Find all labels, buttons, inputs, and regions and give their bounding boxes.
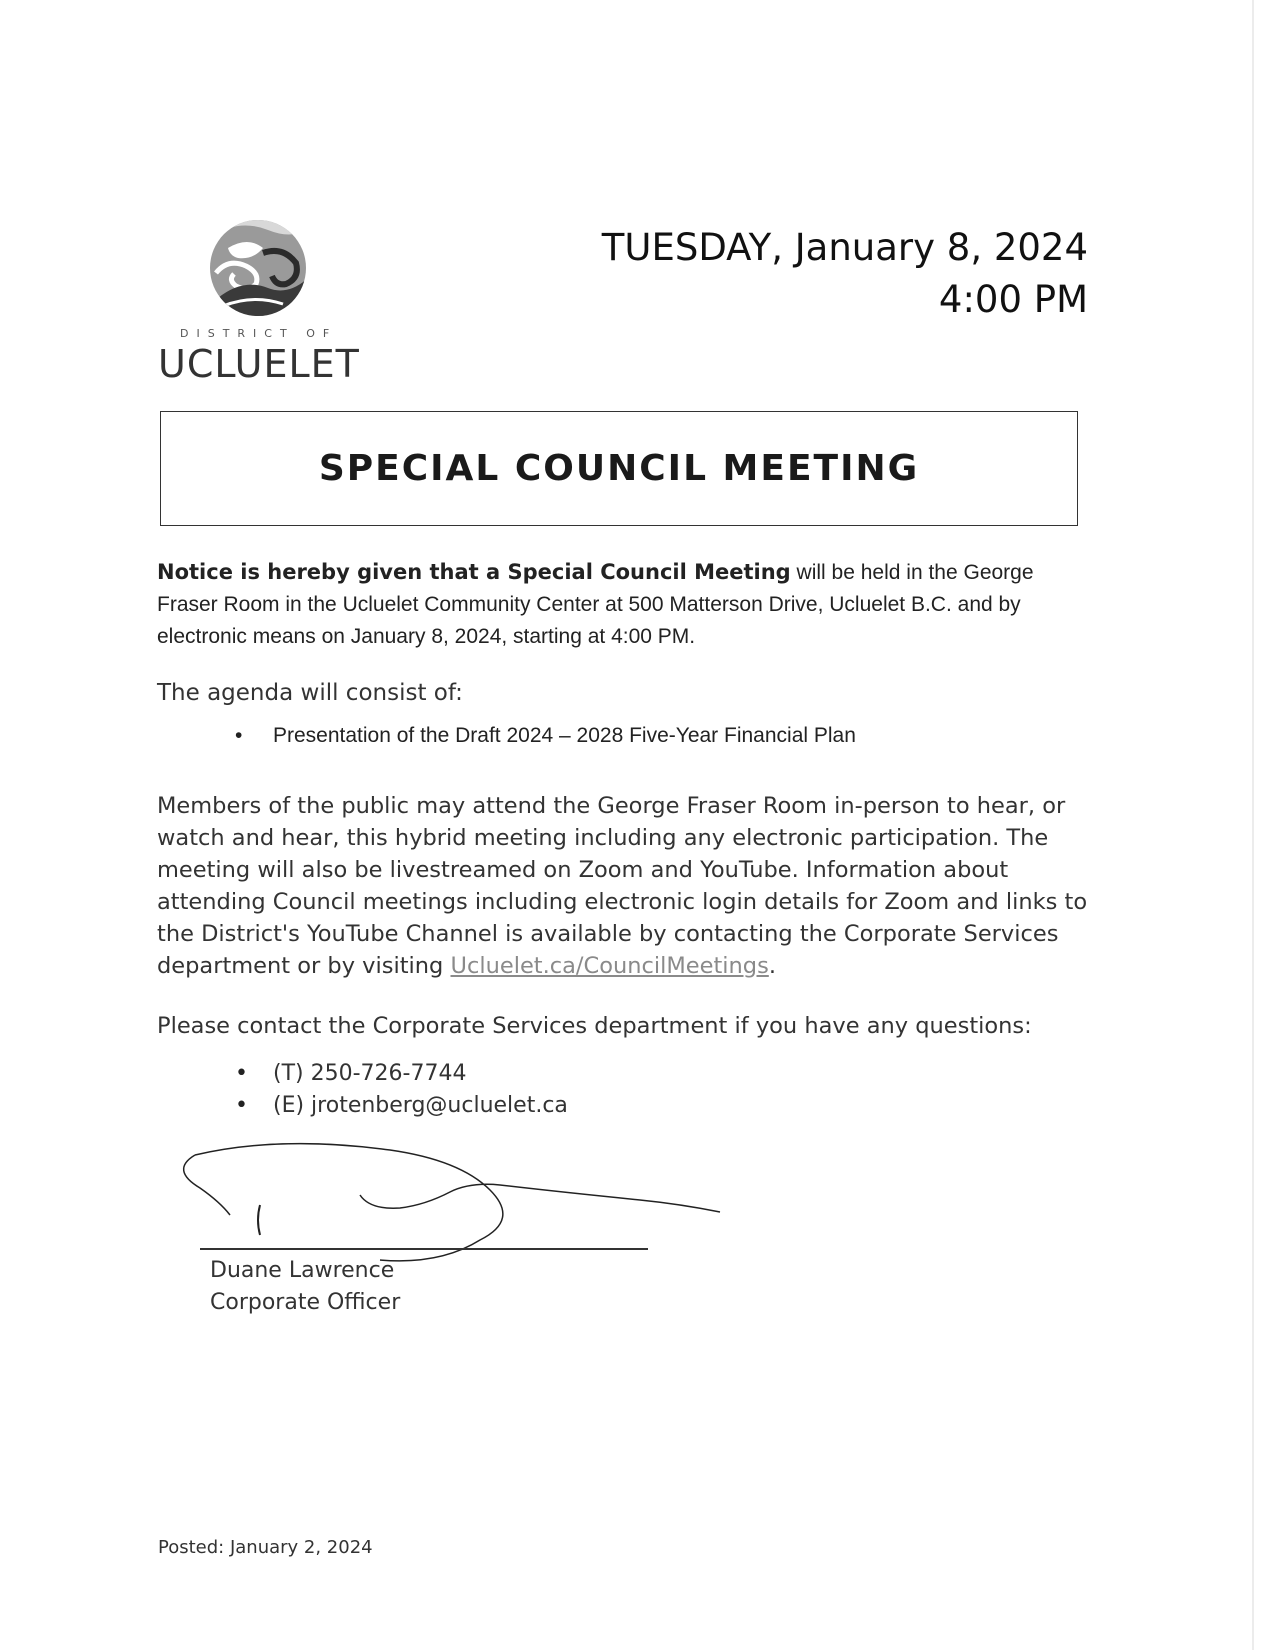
district-logo — [158, 214, 368, 384]
contact-intro: Please contact the Corporate Services department if you have any questions: — [157, 1013, 1032, 1039]
notice-paragraph — [157, 556, 1097, 653]
signer-title: Corporate Officer — [210, 1290, 401, 1315]
meeting-time: 4:00 PM — [938, 278, 1088, 321]
page-title: SPECIAL COUNCIL MEETING — [318, 448, 920, 489]
district-label: DISTRICT OF — [180, 327, 338, 340]
agenda-intro: The agenda will consist of: — [157, 680, 463, 706]
public-info-paragraph — [157, 790, 1097, 982]
title-box — [160, 411, 1078, 526]
contact-phone: • (T) 250-726-7744 — [235, 1058, 568, 1090]
agenda-item: • Presentation of the Draft 2024 – 2028 Five-Year Financial Plan — [235, 724, 856, 748]
contact-email[interactable]: • (E) jrotenberg@ucluelet.ca — [235, 1090, 568, 1122]
signer-block — [210, 1255, 400, 1319]
contact-list — [235, 1058, 568, 1122]
signature-line — [200, 1248, 648, 1250]
meeting-datetime — [602, 222, 1088, 326]
posted-date: Posted: January 2, 2024 — [158, 1537, 373, 1558]
meeting-date: TUESDAY, January 8, 2024 — [601, 226, 1088, 269]
page-edge — [1252, 0, 1254, 1650]
council-meetings-link[interactable]: Ucluelet.ca/CouncilMeetings — [450, 953, 769, 979]
signer-name: Duane Lawrence — [210, 1258, 395, 1283]
notice-lead: Notice is hereby given that a Special Council Meeting — [157, 560, 791, 584]
notice-text: will be held in the George Fraser Room in the Ucluelet Community Center at 500 Matterson Drive, Ucluelet B.C. and by electronic means on January 8, 2024, starting at 4:00 PM. — [157, 561, 1034, 648]
public-info-trailing: . — [768, 953, 776, 979]
wave-swirl-emblem-icon — [208, 218, 308, 318]
town-name: UCLUELET — [158, 342, 360, 386]
public-info-text: Members of the public may attend the George Fraser Room in-person to hear, or watch and hear, this hybrid meeting including any electronic participation. The meeting will also be livestreamed on Zoom and YouTube. Information about attending Council meetings including electronic login details for Zoom and links to the District's YouTube Channel is available by contacting the Corporate Services department or by visiting — [157, 793, 1088, 979]
agenda-list — [235, 724, 856, 748]
